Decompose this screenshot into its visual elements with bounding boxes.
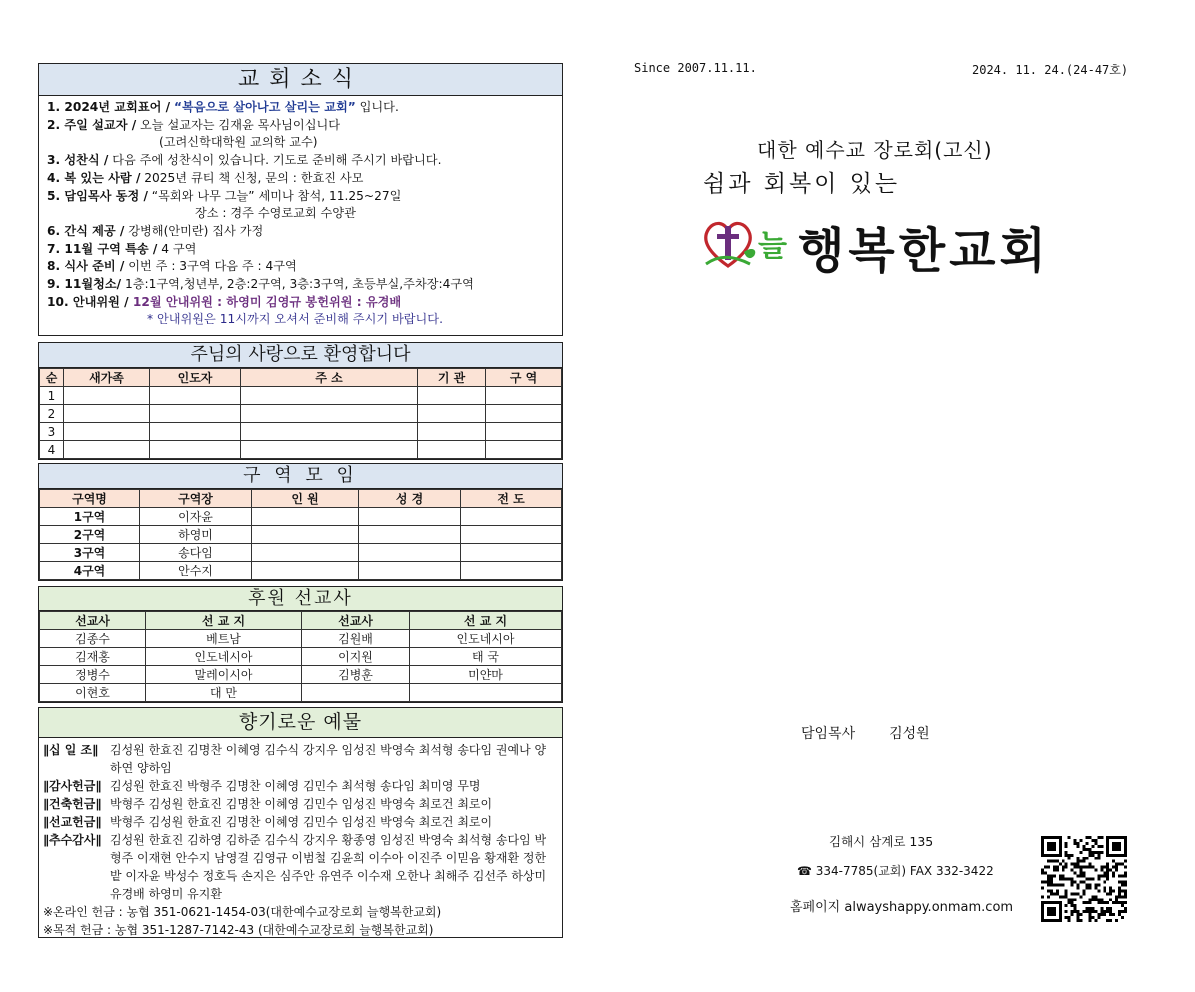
church-name: 행복한교회 <box>798 223 1050 279</box>
missionary-name: 이지원 <box>302 648 410 666</box>
column-header: 전 도 <box>461 490 562 508</box>
notice-item: 1. 2024년 교회표어 / “복음으로 살아나고 살리는 교회” 입니다. <box>47 100 399 114</box>
offering-type: ∥추수감사∥ <box>43 833 102 847</box>
denomination: 대한 예수교 장로회(고신) <box>757 138 993 162</box>
table-row <box>40 423 562 441</box>
notice-item: (고려신학대학원 교의학 교수) <box>159 135 318 150</box>
mission-field <box>410 684 562 702</box>
table-row <box>40 441 562 459</box>
table-row <box>40 526 562 544</box>
missionary-name: 김종수 <box>40 630 146 648</box>
table-header-row <box>40 369 562 387</box>
since-date: Since 2007.11.11. <box>634 61 757 75</box>
district-name: 1구역 <box>40 508 140 526</box>
district-leader: 안수지 <box>140 562 252 580</box>
mission-field: 대 만 <box>146 684 302 702</box>
church-news-box <box>38 63 563 336</box>
column-header: 선교사 <box>302 612 410 630</box>
senior-pastor <box>801 723 930 743</box>
column-header: 구역장 <box>140 490 252 508</box>
qr-code-icon[interactable] <box>1041 836 1127 922</box>
row-number: 3 <box>40 423 64 441</box>
notice-item: 7. 11월 구역 특송 / 4 구역 <box>47 241 197 256</box>
mission-field: 태 국 <box>410 648 562 666</box>
district-box <box>38 463 563 581</box>
offering-type: ∥십 일 조∥ <box>43 743 99 757</box>
column-header: 기 관 <box>418 369 486 387</box>
table-row <box>40 562 562 580</box>
mission-field: 베트남 <box>146 630 302 648</box>
row-number: 4 <box>40 441 64 459</box>
offering-names: 박형주 김성원 한효진 김명찬 이혜영 김민수 임성진 박영숙 최로건 최로이 <box>110 797 493 811</box>
mission-field: 말레이시아 <box>146 666 302 684</box>
notice-item: 4. 복 있는 사람 / 2025년 큐티 책 신청, 문의 : 한효진 사모 <box>47 170 364 185</box>
notice-item: 8. 식사 준비 / 이번 주 : 3구역 다음 주 : 4구역 <box>47 259 297 274</box>
missionaries-title: 후원 선교사 <box>39 587 562 611</box>
mission-field: 인도네시아 <box>146 648 302 666</box>
offering-row <box>43 777 562 795</box>
church-homepage[interactable]: 홈페이지 alwayshappy.onmam.com <box>790 900 1014 915</box>
pastor-title: 담임목사 <box>801 726 856 742</box>
column-header: 구 역 <box>486 369 562 387</box>
offering-row <box>43 795 562 813</box>
column-header: 구역명 <box>40 490 140 508</box>
district-name: 4구역 <box>40 562 140 580</box>
district-leader: 이자윤 <box>140 508 252 526</box>
column-header: 인도자 <box>150 369 241 387</box>
missionary-name <box>302 684 410 702</box>
notice-list <box>39 96 562 329</box>
mission-field: 미얀마 <box>410 666 562 684</box>
notice-item: 10. 안내위원 / 12월 안내위원 : 하영미 김영규 봉헌위원 : 유경배 <box>47 294 402 309</box>
missionary-name: 김원배 <box>302 630 410 648</box>
column-header: 선 교 지 <box>146 612 302 630</box>
welcome-title: 주님의 사랑으로 환영합니다 <box>39 343 562 368</box>
table-row <box>40 630 562 648</box>
table-row <box>40 405 562 423</box>
district-title: 구 역 모 임 <box>39 464 562 489</box>
missionaries-box <box>38 586 563 703</box>
notice-item: 장소 : 경주 수영로교회 수양관 <box>195 206 356 221</box>
row-number: 1 <box>40 387 64 405</box>
offering-row <box>43 813 562 831</box>
column-header: 인 원 <box>252 490 359 508</box>
offering-names: 박형주 김성원 한효진 김명찬 이혜영 김민수 임성진 박영숙 최로건 최로이 <box>110 815 493 829</box>
district-leader: 하영미 <box>140 526 252 544</box>
notice-item: 6. 간식 제공 / 강병해(안미란) 집사 가정 <box>47 223 264 238</box>
purpose-offering-account: ※목적 헌금 : 농협 351-1287-7142-43 (대한예수교장로회 늘행복한교회) <box>43 923 434 937</box>
offering-row <box>43 831 562 903</box>
table-row <box>40 666 562 684</box>
issue-date: 2024. 11. 24.(24-47호) <box>972 63 1129 77</box>
table-row <box>40 508 562 526</box>
column-header: 선교사 <box>40 612 146 630</box>
missionaries-table <box>39 611 562 702</box>
offering-names: 김성원 한효진 김하영 김하준 김수식 강지우 황종영 임성진 박영숙 최석형 송다임 박형주 이재현 안수지 남영걸 김영규 이범철 김윤희 이수아 이진주 이믿음 황재환 정한밭 이자윤 박성수 정호득 손지은 심주안 유연주 이수재 오한나 최해주 김선주 하상미 유경배 하영미 유지환 <box>110 833 547 901</box>
table-row <box>40 648 562 666</box>
missionary-name: 김병훈 <box>302 666 410 684</box>
mission-field: 인도네시아 <box>410 630 562 648</box>
online-offering-account: ※온라인 헌금 : 농협 351-0621-1454-03(대한예수교장로회 늘행복한교회) <box>43 905 442 919</box>
church-news-title: 교회소식 <box>39 64 562 96</box>
offering-names: 김성원 한효진 박형주 김명찬 이혜영 김민수 최석형 송다임 최미영 무명 <box>110 779 481 793</box>
missionary-name: 정병수 <box>40 666 146 684</box>
offering-row <box>43 741 562 777</box>
district-table <box>39 489 562 580</box>
table-row <box>40 544 562 562</box>
notice-item: * 안내위원은 11시까지 오셔서 준비해 주시기 바랍니다. <box>147 312 443 327</box>
missionary-name: 이현호 <box>40 684 146 702</box>
offering-names: 김성원 한효진 김명찬 이혜영 김수식 강지우 임성진 박영숙 최석형 송다임 권예나 양하연 양하임 <box>110 743 547 775</box>
welcome-box <box>38 342 563 460</box>
notice-item: 5. 담임목사 동정 / “목회와 나무 그늘” 세미나 참석, 11.25~27일 <box>47 188 402 203</box>
church-logo-icon <box>700 212 796 274</box>
church-phone: ☎ 334-7785(교회) FAX 332-3422 <box>797 864 994 878</box>
column-header: 선 교 지 <box>410 612 562 630</box>
notice-item: 9. 11월청소/ 1층:1구역,청년부, 2층:2구역, 3층:3구역, 초등부실,주차장:4구역 <box>47 277 474 292</box>
offering-type: ∥건축헌금∥ <box>43 797 102 811</box>
row-number: 2 <box>40 405 64 423</box>
offerings-title: 향기로운 예물 <box>39 708 562 738</box>
column-header: 순 <box>40 369 64 387</box>
slogan: 쉼과 회복이 있는 <box>703 171 901 197</box>
offering-type: ∥감사헌금∥ <box>43 779 102 793</box>
offerings-box <box>38 707 563 938</box>
column-header: 주 소 <box>241 369 418 387</box>
table-header-row <box>40 490 562 508</box>
district-leader: 송다임 <box>140 544 252 562</box>
missionary-name: 김재홍 <box>40 648 146 666</box>
offering-type: ∥선교헌금∥ <box>43 815 102 829</box>
logo-prefix: 늘 <box>758 229 787 264</box>
column-header: 새가족 <box>64 369 150 387</box>
new-family-table <box>39 368 562 459</box>
table-row <box>40 684 562 702</box>
church-address: 김해시 삼계로 135 <box>829 834 934 849</box>
notice-item: 2. 주일 설교자 / 오늘 설교자는 김재윤 목사님이십니다 <box>47 117 341 132</box>
district-name: 3구역 <box>40 544 140 562</box>
offerings-list <box>39 738 562 939</box>
notice-item: 3. 성찬식 / 다음 주에 성찬식이 있습니다. 기도로 준비해 주시기 바랍니다. <box>47 153 442 168</box>
column-header: 성 경 <box>359 490 461 508</box>
district-name: 2구역 <box>40 526 140 544</box>
table-header-row <box>40 612 562 630</box>
pastor-name: 김성원 <box>889 726 930 742</box>
table-row <box>40 387 562 405</box>
